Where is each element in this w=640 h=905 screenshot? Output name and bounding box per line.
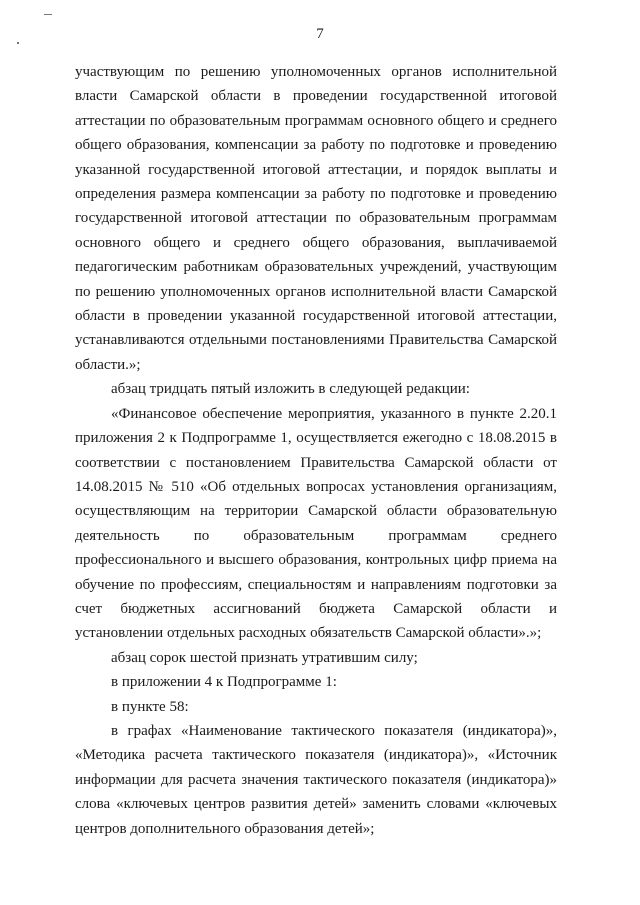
paragraph-financing-quote: «Финансовое обеспечение мероприятия, указанного в пункте 2.20.1 приложения 2 к Подпрограмме 1, осуществляется ежегодно с 18.08.2015 в соответствии с постановлением Правительства Самарской области от 14.08.2015 № 510 «Об отдельных вопросах установления организациям, осуществляющим на территории Самарской области образовательную деятельность по образовательным программам среднего профессионального и высшего образования, контрольных цифр приема на обучение по профессиям, специальностям и направлениям подготовки за счет бюджетных ассигнований бюджета Самарской области и установлении отдельных расходных обязательств Самарской области».»; [75, 405, 557, 642]
paragraph-amendment-46: абзац сорок шестой признать утратившим силу; [111, 649, 418, 666]
paragraph-item-58: в пункте 58: [111, 698, 189, 715]
page-number: 7 [316, 26, 324, 42]
paragraph-continuation: участвующим по решению уполномоченных органов исполнительной власти Самарской области в проведении государственной итоговой аттестации по образовательным программам основного общего и среднего общего образования, компенсации за работу по подготовке и проведению указанной государственной итоговой аттестации, и порядок выплаты и определения размера компенсации за работу по подготовке и проведению государственной итоговой аттестации по образовательным программам основного общего и среднего общего образования, выплачиваемой педагогическим работникам образовательных учреждений, участвующим по решению уполномоченных органов исполнительной власти Самарской области в проведении указанной государственной итоговой аттестации, устанавливаются отдельными постановлениями Правительства Самарской области.»; [75, 64, 557, 373]
paragraph-columns-replacement: в графах «Наименование тактического показателя (индикатора)», «Методика расчета тактического показателя (индикатора)», «Источник информации для расчета значения тактического показателя (индикатора)» слова «ключевых центров развития детей» заменить словами «ключевых центров дополнительного образования детей»; [75, 722, 557, 837]
scan-mark [44, 14, 52, 15]
document-body [75, 60, 557, 841]
paragraph-appendix-4: в приложении 4 к Подпрограмме 1: [111, 674, 337, 691]
paragraph-amendment-35: абзац тридцать пятый изложить в следующей редакции: [111, 381, 470, 398]
